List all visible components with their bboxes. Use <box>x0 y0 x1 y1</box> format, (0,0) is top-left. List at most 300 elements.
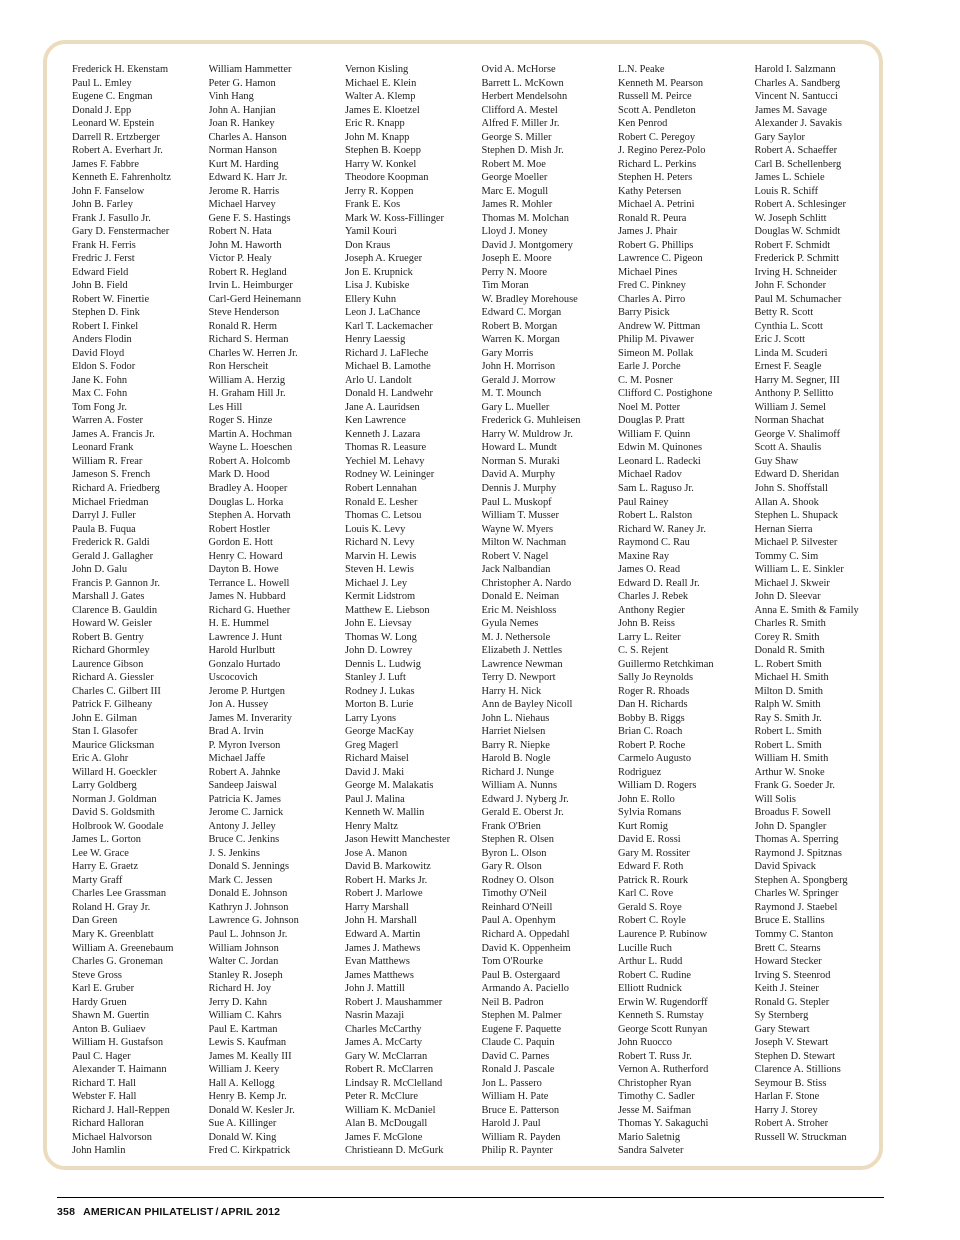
donor-name: Tom Fong Jr. <box>72 401 127 413</box>
donor-name: Leonard L. Radecki <box>618 455 701 467</box>
donor-name: Anthony Regier <box>618 604 685 616</box>
donor-name: John D. Sleevar <box>754 591 821 603</box>
donor-name: Paul C. Hager <box>72 1050 131 1062</box>
donor-name: Tommy C. Sim <box>754 550 819 562</box>
donor-name: Richard J. LaFleche <box>345 347 429 359</box>
donor-name: Robert A. Schlesinger <box>754 199 846 211</box>
donor-name: Howard W. Geisler <box>72 618 152 630</box>
donor-name: Michael B. Lamothe <box>345 361 431 373</box>
donor-name: Paul L. Muskopf <box>481 496 552 508</box>
donor-name: Jameson S. French <box>72 469 151 481</box>
donor-name: Terry D. Newport <box>481 672 556 684</box>
donor-name: Douglas W. Schmidt <box>754 226 841 238</box>
donor-name: Robert Lennahan <box>345 482 417 494</box>
donor-name: Gerald E. Oberst Jr. <box>481 807 564 819</box>
donor-name: Gene F. S. Hastings <box>208 212 291 224</box>
name-column <box>482 63 619 1163</box>
donor-name: Stephen D. Mish Jr. <box>481 145 564 157</box>
donor-name: Barry R. Niepke <box>481 739 550 751</box>
page-footer <box>57 1206 280 1218</box>
donor-name: Paula B. Fuqua <box>72 523 136 535</box>
donor-name: Lindsay R. McClelland <box>345 1077 443 1089</box>
donor-name: Michael Friedman <box>72 496 149 508</box>
donor-name: Paul J. Malina <box>345 793 405 805</box>
donor-name: Karl E. Gruber <box>72 983 135 995</box>
donor-name: Hardy Gruen <box>72 996 127 1008</box>
donor-name: William Johnson <box>208 942 279 954</box>
donor-name: Harry Marshall <box>345 901 409 913</box>
donor-name: William C. Kahrs <box>208 1010 282 1022</box>
donor-name: Sandra Salveter <box>618 1145 684 1157</box>
donor-name: Don Kraus <box>345 239 391 251</box>
donor-name: John H. Marshall <box>345 915 417 927</box>
donor-name: John B. Farley <box>72 199 133 211</box>
donor-name: Ronald J. Pascale <box>481 1064 555 1076</box>
donor-name: Theodore Koopman <box>345 172 429 184</box>
donor-name: William L. E. Sinkler <box>754 564 844 576</box>
donor-name: Edward Field <box>72 266 129 278</box>
donor-name: Ken Lawrence <box>345 415 406 427</box>
donor-name: John D. Galu <box>72 564 128 576</box>
donor-name: William D. Rogers <box>618 780 697 792</box>
donor-name: Frank H. Ferris <box>72 239 136 251</box>
donor-name: Anders Flodin <box>72 334 132 346</box>
donor-name: Gary W. McClarran <box>345 1050 428 1062</box>
donor-name: Paul E. Kartman <box>208 1023 278 1035</box>
donor-name: Larry Goldberg <box>72 780 137 792</box>
donor-name: Richard J. Hall-Reppen <box>72 1104 170 1116</box>
donor-name: Dan H. Richards <box>618 699 688 711</box>
donor-name: Gary Stewart <box>754 1023 810 1035</box>
donor-name: Roger S. Hinze <box>208 415 273 427</box>
donor-name: Perry N. Moore <box>481 266 548 278</box>
donor-name: Charles W. Herren Jr. <box>208 347 298 359</box>
donor-name: Michael H. Smith <box>754 672 829 684</box>
donor-name: William K. McDaniel <box>345 1104 436 1116</box>
donor-name: Eldon S. Fodor <box>72 361 136 373</box>
donor-name: Francis P. Gannon Jr. <box>72 577 161 589</box>
donor-name: Richard H. Joy <box>208 983 272 995</box>
donor-name: Lucille Ruch <box>618 942 672 954</box>
donor-name: Kathryn J. Johnson <box>208 901 289 913</box>
donor-name: James J. Mathews <box>345 942 421 954</box>
donor-name: Richard W. Raney Jr. <box>618 523 707 535</box>
donor-name: George S. Miller <box>481 131 552 143</box>
donor-name: Donald W. King <box>208 1131 277 1143</box>
donor-name: Robert P. Roche <box>618 739 686 751</box>
donor-name: Clarence A. Stillions <box>754 1064 841 1076</box>
donor-name: Stanley J. Luft <box>345 672 406 684</box>
donor-name: James L. Schiele <box>754 172 825 184</box>
donor-name: Will Solis <box>754 793 796 805</box>
donor-name: C. M. Posner <box>618 374 673 386</box>
donor-name: Kenneth E. Fahrenholtz <box>72 172 171 184</box>
donor-name: Rodney W. Leininger <box>345 469 435 481</box>
donor-name: Kermit Lidstrom <box>345 591 416 603</box>
donor-name: Richard Maisel <box>345 753 409 765</box>
donor-name: Gerald J. Gallagher <box>72 550 154 562</box>
donor-name: Harold I. Salzmann <box>754 64 836 75</box>
donor-name: John F. Fanselow <box>72 185 145 197</box>
issue-date: APRIL 2012 <box>220 1206 281 1218</box>
donor-name: Thomas M. Molchan <box>481 212 569 224</box>
donor-name: Matthew E. Liebson <box>345 604 430 616</box>
donor-name: Raymond C. Rau <box>618 537 690 549</box>
donor-name: Yechiel M. Lehavy <box>345 455 425 467</box>
donor-name: Jerome P. Hurtgen <box>208 685 285 697</box>
donor-name: Warren A. Foster <box>72 415 144 427</box>
donor-name: Leonard Frank <box>72 442 134 454</box>
name-column <box>618 63 755 1163</box>
donor-name: Stephen R. Olsen <box>481 834 554 846</box>
donor-name: Bruce E. Stallins <box>754 915 825 927</box>
donor-name: Darryl J. Fuller <box>72 510 136 522</box>
donor-name: Stanley R. Joseph <box>208 969 283 981</box>
donor-name: George MacKay <box>345 726 414 738</box>
donor-name: H. Graham Hill Jr. <box>208 388 286 400</box>
donor-name: Alexander J. Savakis <box>754 118 842 130</box>
donor-name: Russell M. Peirce <box>618 91 692 103</box>
donor-name: Richard S. Herman <box>208 334 289 346</box>
donor-name: Thomas C. Letsou <box>345 510 422 522</box>
donor-name: Howard Stecker <box>754 956 822 968</box>
donor-name: Fred C. Kirkpatrick <box>208 1145 291 1157</box>
donor-name: Charles A. Hanson <box>208 131 287 143</box>
donor-name: Robert L. Smith <box>754 739 822 751</box>
donor-name: Rodney O. Olson <box>481 874 554 886</box>
donor-name: Anton B. Guliaev <box>72 1023 146 1035</box>
donor-name: Frank E. Kos <box>345 199 401 211</box>
donor-name: Michael E. Klein <box>345 77 417 89</box>
donor-name: James M. Savage <box>754 104 827 116</box>
donor-name: Edward A. Martin <box>345 929 421 940</box>
donor-name: John L. Niehaus <box>481 712 550 724</box>
donor-name: Dennis J. Murphy <box>481 482 557 494</box>
donor-name: Gonzalo Hurtado <box>208 658 281 670</box>
donor-name: Patrick F. Gilheany <box>72 699 153 711</box>
donor-name: Thomas R. Leasure <box>345 442 427 454</box>
donor-name: John Hamlin <box>72 1145 126 1157</box>
donor-name: Ronald E. Lesher <box>345 496 418 508</box>
donor-name: Charles W. Springer <box>754 888 839 900</box>
donor-name: Harry W. Muldrow Jr. <box>481 428 573 440</box>
donor-name: Lawrence J. Hunt <box>208 631 283 643</box>
donor-name: William A. Greenebaum <box>72 942 174 954</box>
donor-name: Robert A. Holcomb <box>208 455 291 467</box>
donor-name: Armando A. Paciello <box>481 983 569 995</box>
donor-name: Rodriguez <box>618 766 662 778</box>
donor-name: Vinh Hang <box>208 91 254 103</box>
donor-name: Robert V. Nagel <box>481 550 549 562</box>
donor-name: Les Hill <box>208 401 243 413</box>
donor-name: Leonard W. Epstein <box>72 118 155 130</box>
donor-name: Norman Hanson <box>208 145 277 157</box>
donor-name: William R. Payden <box>481 1131 561 1143</box>
donor-name: Thomas Y. Sakaguchi <box>618 1118 709 1130</box>
donor-name: Harriet Nielsen <box>481 726 546 738</box>
donor-name: Gary Morris <box>481 347 534 359</box>
donor-name: Douglas P. Pratt <box>618 415 685 427</box>
donor-name: Donald J. Epp <box>72 104 132 116</box>
donor-name: Herbert Mendelsohn <box>481 91 568 103</box>
donor-name: Douglas L. Horka <box>208 496 284 508</box>
donor-name: Russell W. Struckman <box>754 1131 847 1143</box>
donor-name: Bobby B. Riggs <box>618 712 685 724</box>
donor-name: Guy Shaw <box>754 455 799 467</box>
donor-name: H. E. Hummel <box>208 618 270 630</box>
donor-name: Ray S. Smith Jr. <box>754 712 822 724</box>
donor-name: Carl-Gerd Heinemann <box>208 293 302 305</box>
donor-name: Arlo U. Landolt <box>345 374 412 386</box>
donor-name: Henry Laessig <box>345 334 406 346</box>
donor-name: Lawrence C. Pigeon <box>618 253 703 265</box>
donor-name: Sam L. Raguso Jr. <box>618 482 694 494</box>
donor-name: Robert T. Russ Jr. <box>618 1050 692 1062</box>
donor-name: David B. Markowitz <box>345 861 431 873</box>
donor-name: Jerry R. Koppen <box>345 185 414 197</box>
donor-name: Thomas W. Long <box>345 631 417 643</box>
donor-name: Thomas A. Sperring <box>754 834 839 846</box>
donor-name: Stephen A. Horvath <box>208 510 291 522</box>
donor-name: Guillermo Retchkiman <box>618 658 714 670</box>
donor-name: Robert B. Gentry <box>72 631 144 643</box>
donor-names-list <box>72 63 872 1163</box>
donor-name: Stephen A. Spongberg <box>754 874 848 886</box>
donor-name: Vincent N. Santucci <box>754 91 838 103</box>
donor-name: Ellery Kuhn <box>345 293 397 305</box>
donor-name: Edward C. Morgan <box>481 307 562 319</box>
donor-name: John M. Haworth <box>208 239 282 251</box>
donor-name: George Scott Runyan <box>618 1023 708 1035</box>
donor-name: Edward D. Reall Jr. <box>618 577 700 589</box>
donor-name: Warren K. Morgan <box>481 334 560 346</box>
donor-name: Irvin L. Heimburger <box>208 280 293 292</box>
donor-name: Lawrence G. Johnson <box>208 915 299 927</box>
donor-name: Robert C. Rudine <box>618 969 692 981</box>
donor-name: Neil B. Padron <box>481 996 544 1008</box>
donor-name: Donald R. Smith <box>754 645 825 657</box>
donor-name: Robert A. Schaeffer <box>754 145 838 157</box>
donor-name: Jason Hewitt Manchester <box>345 834 451 846</box>
donor-name: Donald E. Neiman <box>481 591 560 603</box>
donor-name: J. Regino Perez-Polo <box>618 145 706 157</box>
donor-name: John B. Reiss <box>618 618 675 630</box>
donor-name: James E. Kloetzel <box>345 104 420 116</box>
donor-name: Reinhard O'Neill <box>481 901 553 913</box>
donor-name: William H. Smith <box>754 753 829 765</box>
donor-name: Edward K. Harr Jr. <box>208 172 288 184</box>
donor-name: Webster F. Hall <box>72 1091 137 1103</box>
donor-name: James N. Hubbard <box>208 591 286 603</box>
donor-name: Roland H. Gray Jr. <box>72 901 151 913</box>
donor-name: Donald H. Landwehr <box>345 388 434 400</box>
donor-name: David Spivack <box>754 861 816 873</box>
donor-name: Mark C. Jessen <box>208 874 273 886</box>
donor-name: Roger R. Rhoads <box>618 685 690 697</box>
donor-name: Frank J. Fasullo Jr. <box>72 212 151 224</box>
donor-name: Victor P. Healy <box>208 253 272 265</box>
donor-name: Clarence B. Gauldin <box>72 604 158 616</box>
donor-name: Laurence Gibson <box>72 658 144 670</box>
donor-name: Lewis S. Kaufman <box>208 1037 287 1049</box>
donor-name: Jerome C. Jarnick <box>208 807 284 819</box>
donor-name: Robert F. Schmidt <box>754 239 831 251</box>
donor-name: Peter R. McClure <box>345 1091 419 1103</box>
donor-name: Charles A. Pirro <box>618 293 686 305</box>
donor-name: Walter C. Jordan <box>208 956 279 968</box>
donor-name: Barrett L. McKown <box>481 77 564 89</box>
donor-name: Ken Penrod <box>618 118 668 130</box>
donor-name: Harry J. Storey <box>754 1104 818 1116</box>
donor-name: David A. Murphy <box>481 469 556 481</box>
donor-name: Bruce E. Patterson <box>481 1104 560 1116</box>
donor-name: C. S. Rejent <box>618 645 669 657</box>
donor-name: Charles A. Sandberg <box>754 77 841 89</box>
donor-name: Michael A. Petrini <box>618 199 695 211</box>
donor-name: Ann de Bayley Nicoll <box>481 699 573 711</box>
donor-name: Charles R. Smith <box>754 618 826 630</box>
donor-name: Paul M. Schumacher <box>754 293 842 305</box>
donor-name: John D. Spangler <box>754 820 827 832</box>
donor-name: Timothy C. Sadler <box>618 1091 695 1103</box>
donor-name: Claude C. Paquin <box>481 1037 555 1049</box>
donor-name: Richard L. Perkins <box>618 158 697 170</box>
donor-name: Henry C. Howard <box>208 550 283 562</box>
donor-name: Wayne W. Myers <box>481 523 554 535</box>
page-number: 358 <box>57 1206 76 1218</box>
donor-name: Cynthia L. Scott <box>754 320 823 332</box>
donor-name: Sandeep Jaiswal <box>208 780 277 792</box>
donor-name: Elliott Rudnick <box>618 983 682 995</box>
donor-name: William A. Nunns <box>481 780 557 792</box>
donor-name: James M. Keally III <box>208 1050 292 1062</box>
donor-name: Stan I. Glasofer <box>72 726 138 738</box>
donor-name: Robert L. Ralston <box>618 510 693 522</box>
donor-name: Harlan F. Stone <box>754 1091 820 1103</box>
donor-name: David S. Goldsmith <box>72 807 155 819</box>
donor-name: Robert A. Jahnke <box>208 766 281 778</box>
donor-name: Robert C. Peregoy <box>618 131 696 143</box>
donor-name: Eugene F. Paquette <box>481 1023 562 1035</box>
donor-name: Alfred F. Miller Jr. <box>481 118 560 130</box>
donor-name: Louis K. Levy <box>345 523 406 535</box>
donor-name: James A. Francis Jr. <box>72 428 155 440</box>
donor-name: Raymond J. Staebel <box>754 901 838 913</box>
donor-name: L.N. Peake <box>618 64 665 75</box>
footer-separator: / <box>215 1206 219 1218</box>
donor-name: James Matthews <box>345 969 414 981</box>
donor-name: Hall A. Kellogg <box>208 1077 275 1089</box>
donor-name: Richard N. Levy <box>345 537 415 549</box>
donor-name: Michael Harvey <box>208 199 276 211</box>
donor-name: Brad A. Irvin <box>208 726 264 738</box>
donor-name: Frederick R. Galdi <box>72 537 150 549</box>
donor-name: Marshall J. Gates <box>72 591 145 603</box>
donor-name: Joseph A. Krueger <box>345 253 423 265</box>
donor-name: Laurence P. Rubinow <box>618 929 708 940</box>
donor-name: L. Robert Smith <box>754 658 822 670</box>
donor-name: Robert A. Everhart Jr. <box>72 145 163 157</box>
donor-name: Robert B. Morgan <box>481 320 558 332</box>
donor-name: Corey R. Smith <box>754 631 820 643</box>
donor-name: Scott A. Shaulis <box>754 442 822 454</box>
donor-name: Broadus F. Sowell <box>754 807 831 819</box>
donor-name: Hernan Sierra <box>754 523 813 535</box>
donor-name: Arthur W. Snoke <box>754 766 825 778</box>
donor-name: James F. McGlone <box>345 1131 423 1143</box>
donor-name: Eric R. Knapp <box>345 118 405 130</box>
donor-name: Walter A. Klemp <box>345 91 416 103</box>
donor-name: Eric A. Glohr <box>72 753 129 765</box>
donor-name: Nasrin Mazaji <box>345 1010 405 1022</box>
donor-name: Edward J. Nyberg Jr. <box>481 793 569 805</box>
donor-name: Lloyd J. Money <box>481 226 548 238</box>
donor-name: Stephen D. Fink <box>72 307 140 319</box>
donor-name: Fredric J. Ferst <box>72 253 135 265</box>
donor-name: Richard J. Nunge <box>481 766 554 778</box>
donor-name: Gary D. Fenstermacher <box>72 226 170 238</box>
donor-name: Harry H. Nick <box>481 685 542 697</box>
donor-name: Harold J. Paul <box>481 1118 541 1130</box>
donor-name: Stephen D. Stewart <box>754 1050 836 1062</box>
donor-name: Harold Hurlbutt <box>208 645 276 657</box>
donor-name: Ronald R. Herm <box>208 320 277 332</box>
donor-name: Michael P. Silvester <box>754 537 838 549</box>
donor-name: Christopher A. Nardo <box>481 577 572 589</box>
donor-name: Timothy O'Neil <box>481 888 547 900</box>
donor-name: John S. Shoffstall <box>754 482 828 494</box>
donor-name: Karl T. Lackemacher <box>345 320 433 332</box>
donor-name: Maurice Glicksman <box>72 739 155 751</box>
donor-name: Allan A. Shook <box>754 496 819 508</box>
donor-name: David Floyd <box>72 347 125 359</box>
donor-name: Jane K. Fohn <box>72 374 128 386</box>
donor-name: Carl B. Schellenberg <box>754 158 842 170</box>
donor-name: M. J. Nethersole <box>481 631 551 643</box>
donor-name: George V. Shalimoff <box>754 428 841 440</box>
donor-name: Gerald J. Morrow <box>481 374 556 386</box>
donor-name: David E. Rossi <box>618 834 681 846</box>
name-column <box>209 63 346 1163</box>
donor-name: Dayton B. Howe <box>208 564 279 576</box>
donor-name: Michael Halvorson <box>72 1131 152 1143</box>
donor-name: John A. Hanjian <box>208 104 276 116</box>
donor-name: Harry W. Konkel <box>345 158 417 170</box>
donor-name: M. T. Mounch <box>481 388 542 400</box>
donor-name: Charles J. Rebek <box>618 591 689 603</box>
publication-title: AMERICAN PHILATELIST <box>83 1206 214 1218</box>
donor-name: Paul Rainey <box>618 496 669 508</box>
donor-name: Antony J. Jelley <box>208 820 276 832</box>
donor-name: Richard A. Giessler <box>72 672 154 684</box>
donor-name: Jose A. Manon <box>345 847 408 859</box>
donor-name: Ronald G. Stepler <box>754 996 830 1008</box>
donor-name: Harry E. Graetz <box>72 861 139 873</box>
donor-name: Elizabeth J. Nettles <box>481 645 563 657</box>
donor-name: James R. Mohler <box>481 199 553 211</box>
donor-name: Louis R. Schiff <box>754 185 819 197</box>
donor-name: Yamil Kouri <box>345 226 397 238</box>
donor-name: Andrew W. Pittman <box>618 320 701 332</box>
donor-name: Michael Pines <box>618 266 678 278</box>
donor-name: Edwin M. Quinones <box>618 442 702 454</box>
donor-name: Alan B. McDougall <box>345 1118 428 1130</box>
donor-name: John B. Field <box>72 280 128 292</box>
donor-name: Michael J. Ley <box>345 577 408 589</box>
donor-name: William H. Pate <box>481 1091 549 1103</box>
donor-name: Holbrook W. Goodale <box>72 820 164 832</box>
donor-name: Robert H. Marks Jr. <box>345 874 428 886</box>
